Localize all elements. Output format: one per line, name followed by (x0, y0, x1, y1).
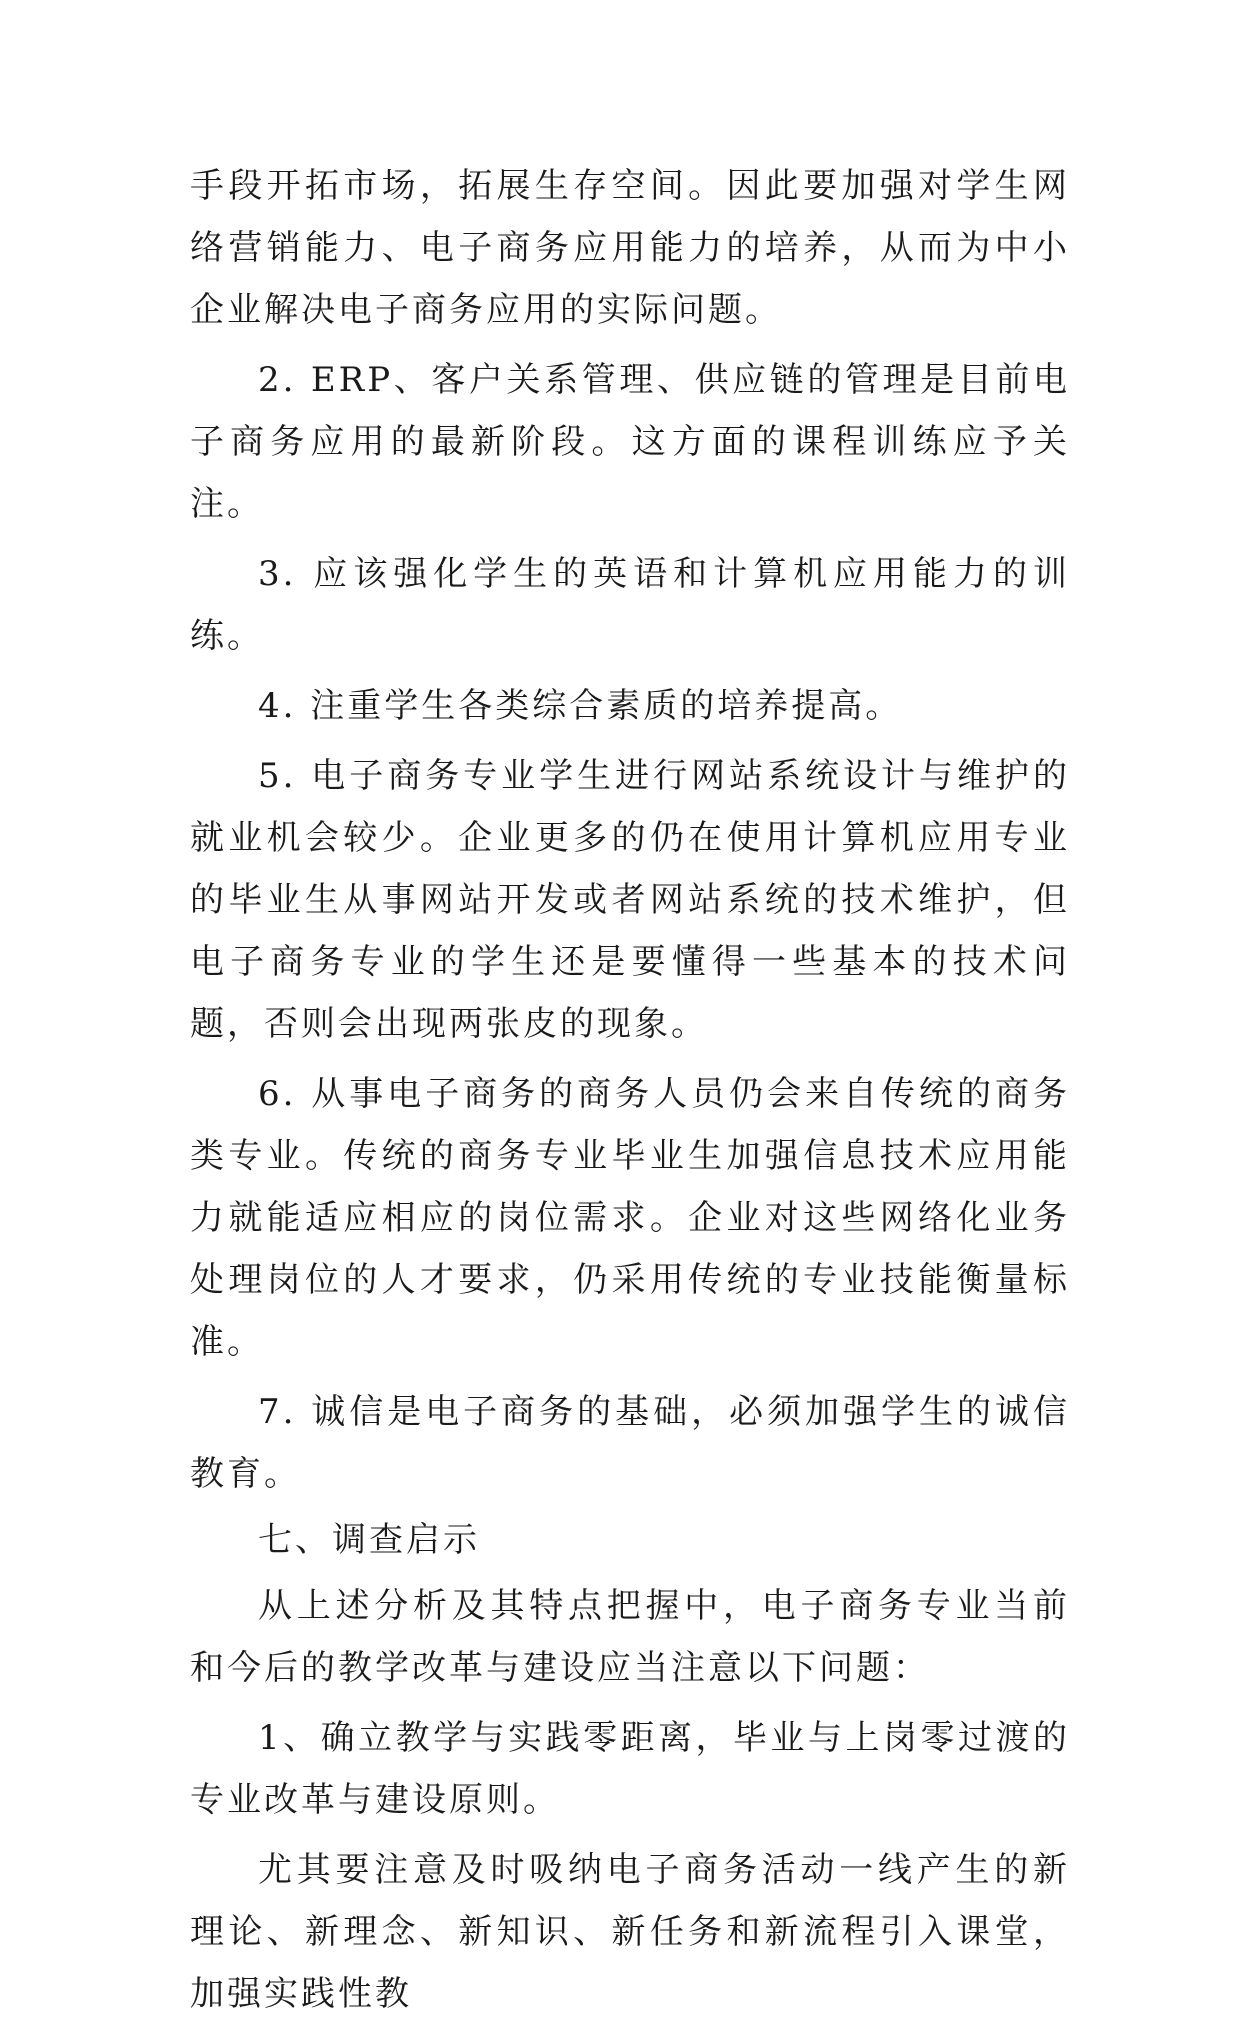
paragraph-10: 1、确立教学与实践零距离，毕业与上岗零过渡的专业改革与建设原则。 (190, 1718, 1070, 1820)
paragraph-9: 从上述分析及其特点把握中，电子商务专业当前和今后的教学改革与建设应当注意以下问题： (190, 1586, 1070, 1688)
paragraph-4: 4. 注重学生各类综合素质的培养提高。 (258, 686, 903, 726)
paragraph-11: 尤其要注意及时吸纳电子商务活动一线产生的新理论、新理念、新知识、新任务和新流程引入课堂，加强实践性教 (190, 1850, 1070, 2014)
paragraph-5: 5. 电子商务专业学生进行网站系统设计与维护的就业机会较少。企业更多的仍在使用计算机应用专业的毕业生从事网站开发或者网站系统的技术维护，但电子商务专业的学生还是要懂得一些基本的技术问题，否则会出现两张皮的现象。 (190, 756, 1070, 1044)
document-body (190, 155, 1070, 2029)
paragraph-1: 手段开拓市场，拓展生存空间。因此要加强对学生网络营销能力、电子商务应用能力的培养，从而为中小企业解决电子商务应用的实际问题。 (190, 166, 1070, 330)
paragraph-3: 3. 应该强化学生的英语和计算机应用能力的训练。 (190, 554, 1070, 656)
paragraph-6: 6. 从事电子商务的商务人员仍会来自传统的商务类专业。传统的商务专业毕业生加强信息技术应用能力就能适应相应的岗位需求。企业对这些网络化业务处理岗位的人才要求，仍采用传统的专业技能衡量标准。 (190, 1074, 1070, 1362)
paragraph-7: 7. 诚信是电子商务的基础，必须加强学生的诚信教育。 (190, 1392, 1070, 1494)
section-heading: 七、调查启示 (258, 1520, 480, 1560)
paragraph-2: 2. ERP、客户关系管理、供应链的管理是目前电子商务应用的最新阶段。这方面的课程训练应予关注。 (190, 360, 1070, 524)
